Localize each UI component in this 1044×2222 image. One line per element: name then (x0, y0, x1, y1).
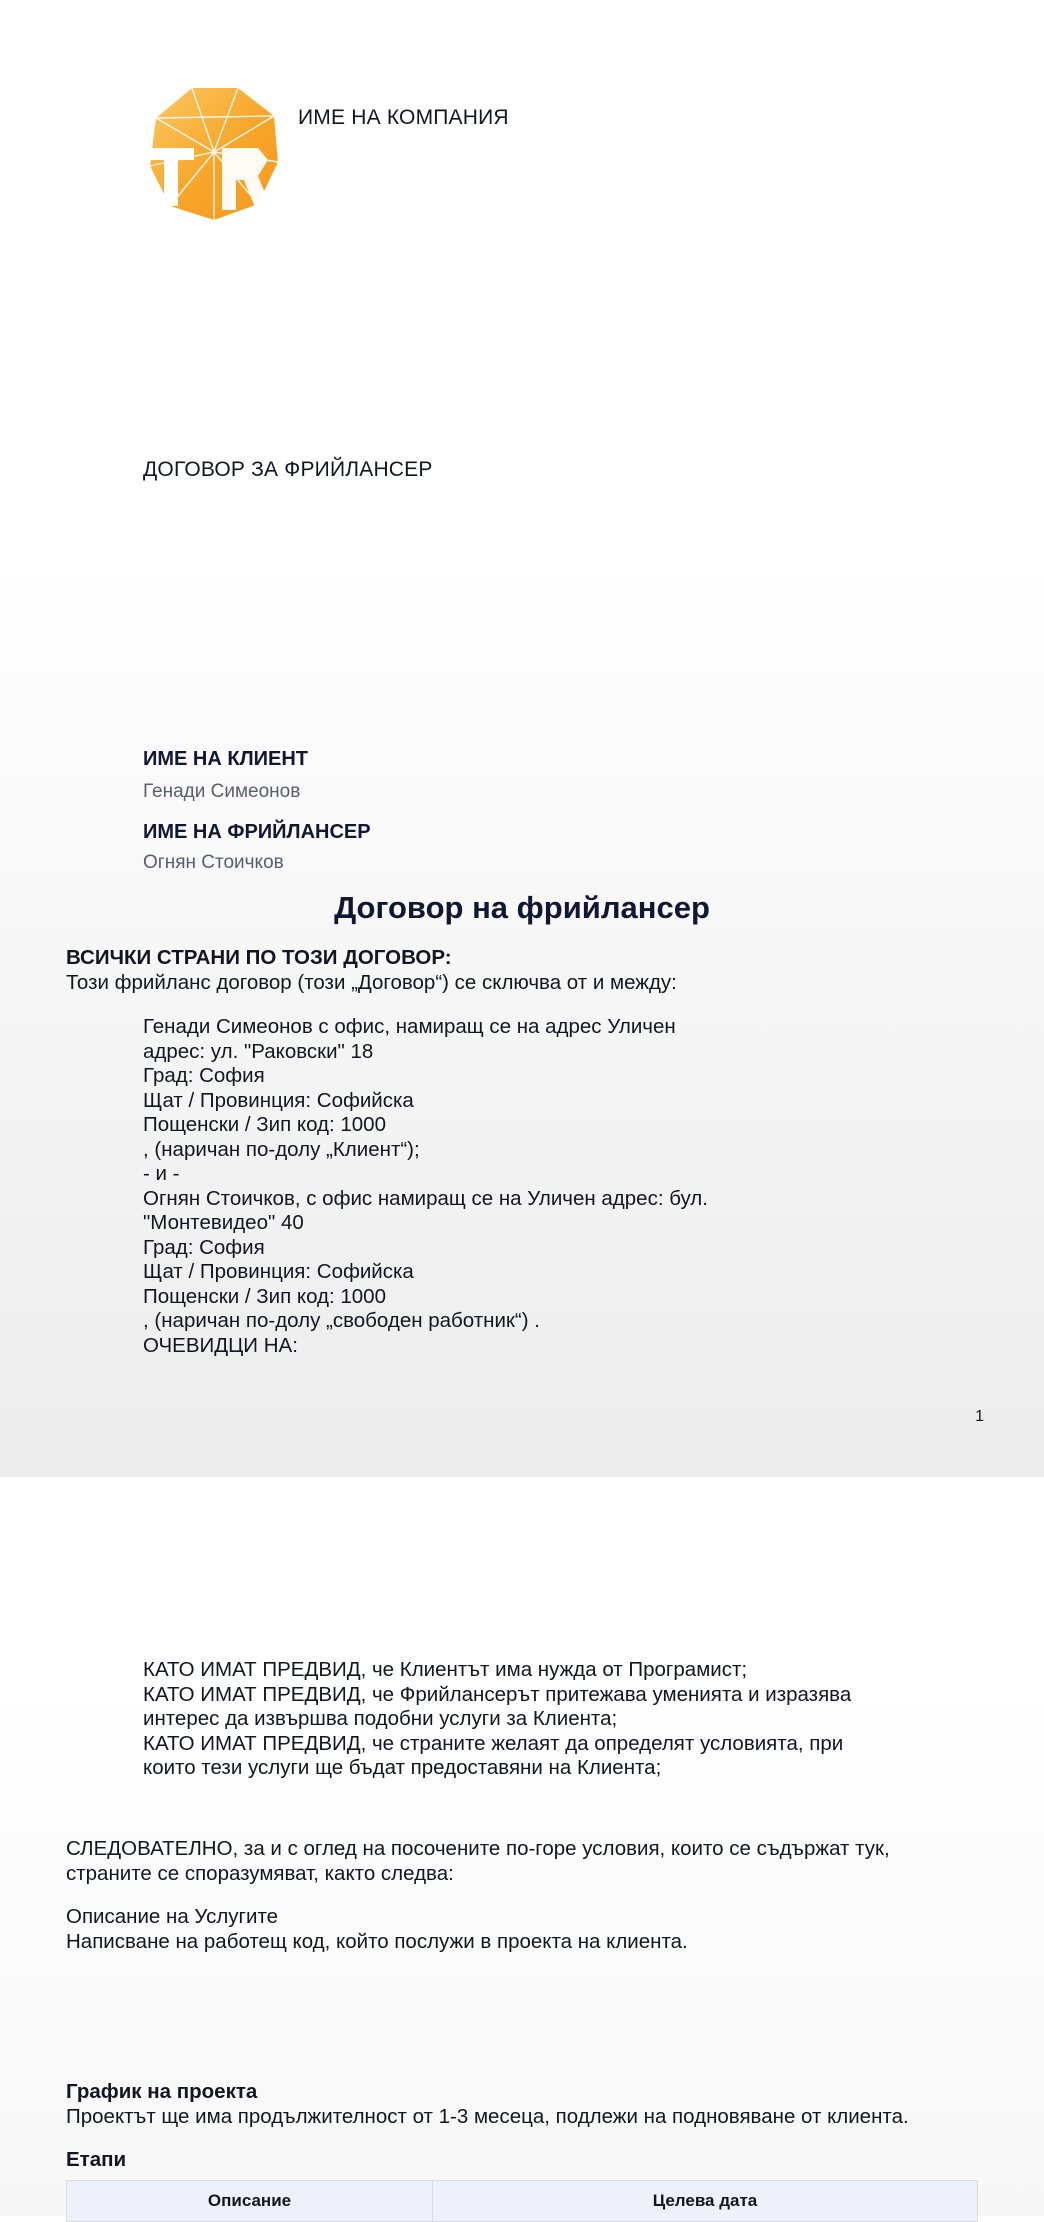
party-line: , (наричан по-долу „свободен работник“) . (143, 1309, 540, 1332)
therefore-clause (66, 1837, 890, 1886)
contract-title: Договор на фрийлансер (334, 890, 710, 925)
party-line: Град: София (143, 1235, 265, 1259)
whereas-clauses (143, 1658, 851, 1781)
page-2 (0, 1477, 1044, 2216)
therefore-line: страните се споразумяват, както следва: (66, 1861, 454, 1885)
party-line: Пощенски / Зип код: 1000 (143, 1113, 386, 1136)
column-header-target-date: Целева дата (433, 2181, 978, 2222)
document-type: ДОГОВОР ЗА ФРИЙЛАНСЕР (143, 458, 433, 481)
party-line: ОЧЕВИДЦИ НА: (143, 1333, 298, 1357)
whereas-line: КАТО ИМАТ ПРЕДВИД, че Клиентът има нужда от Програмист; (143, 1658, 748, 1681)
party-line: - и - (143, 1162, 180, 1185)
services-text: Написване на работещ код, който послужи в проекта на клиента. (66, 1930, 688, 1953)
party-line: "Монтевидео" 40 (143, 1211, 304, 1234)
company-name: ИМЕ НА КОМПАНИЯ (298, 106, 509, 129)
party-line: Пощенски / Зип код: 1000 (143, 1284, 386, 1308)
party-line: Генади Симеонов с офис, намиращ се на адрес Уличен (143, 1015, 676, 1038)
party-line: Щат / Провинция: Софийска (143, 1088, 414, 1112)
client-label: ИМЕ НА КЛИЕНТ (143, 748, 308, 770)
therefore-line: СЛЕДОВАТЕЛНО, за и с оглед на посочените по-горе условия, които се съдържат тук, (66, 1837, 890, 1860)
company-logo (148, 86, 280, 222)
parties-intro: Този фрийланс договор (този „Договор“) се сключва от и между: (66, 971, 677, 994)
party-line: адрес: ул. "Раковски" 18 (143, 1039, 374, 1063)
table-header-row (67, 2181, 978, 2222)
milestones-heading: Етапи (66, 2148, 127, 2171)
client-name: Генади Симеонов (143, 781, 301, 802)
party-line: Град: София (143, 1064, 265, 1087)
party-line: , (наричан по-долу „Клиент“); (143, 1137, 420, 1161)
party-line: Огнян Стоичков, с офис намиращ се на Уличен адрес: бул. (143, 1186, 708, 1210)
services-heading: Описание на Услугите (66, 1905, 279, 1928)
column-header-description: Описание (67, 2181, 433, 2222)
party-line: Щат / Провинция: Софийска (143, 1260, 414, 1283)
whereas-line: КАТО ИМАТ ПРЕДВИД, че страните желаят да определят условията, при (143, 1731, 844, 1755)
schedule-heading: График на проекта (66, 2080, 258, 2103)
freelancer-name: Огнян Стоичков (143, 852, 284, 873)
freelancer-label: ИМЕ НА ФРИЙЛАНСЕР (143, 821, 371, 843)
page-number: 1 (975, 1408, 984, 1425)
parties-heading: ВСИЧКИ СТРАНИ ПО ТОЗИ ДОГОВОР: (66, 946, 452, 969)
whereas-line: КАТО ИМАТ ПРЕДВИД, че Фрийлансерът притежава уменията и изразява (143, 1682, 852, 1706)
schedule-text: Проектът ще има продължителност от 1-3 месеца, подлежи на подновяване от клиента. (66, 2105, 909, 2128)
whereas-line: които тези услуги ще бъдат предоставяни на Клиента; (143, 1756, 662, 1779)
party-details (143, 1015, 708, 1358)
whereas-line: интерес да извършва подобни услуги за Клиента; (143, 1707, 618, 1730)
